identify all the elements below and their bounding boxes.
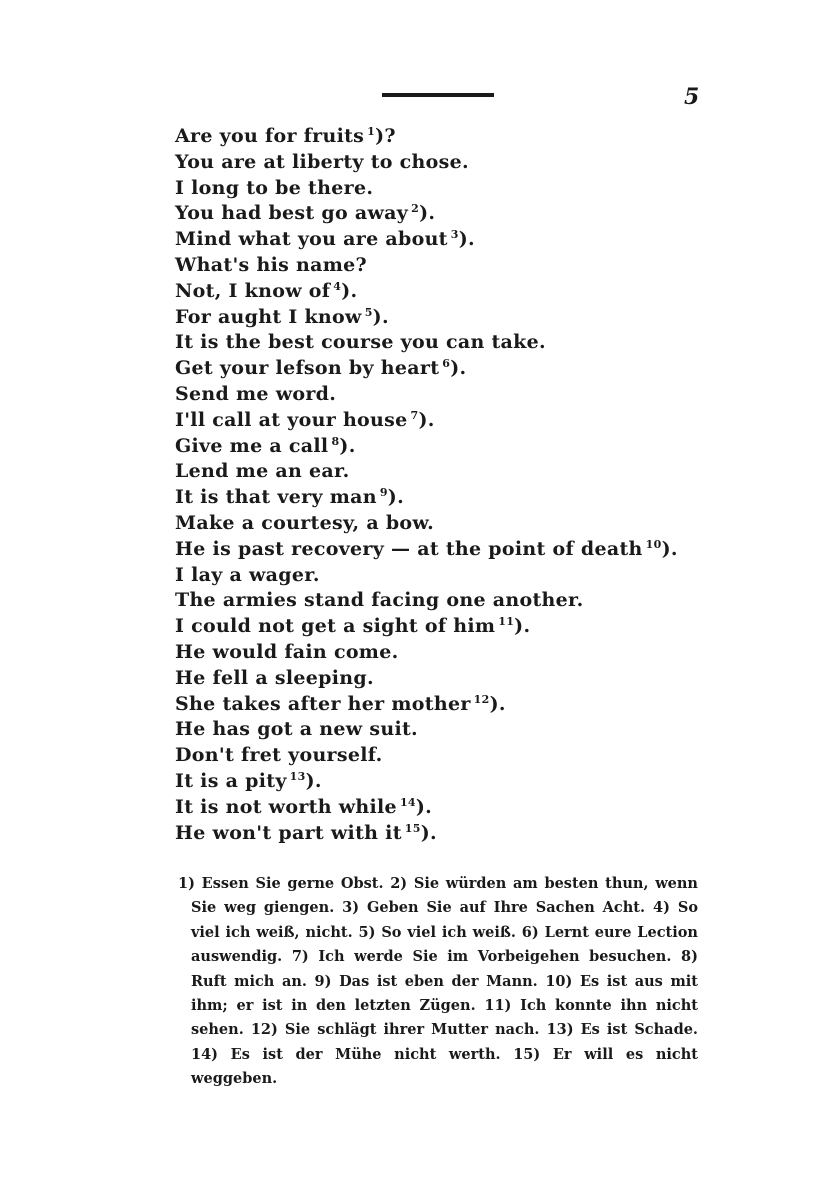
footnote-ref: 6	[442, 357, 451, 371]
phrase-line	[175, 305, 735, 331]
footnote: 15) Er will es nicht weggeben.	[191, 1045, 698, 1088]
footnote: 14) Es ist der Mühe nicht werth.	[191, 1045, 501, 1063]
phrase-text: Make a courtesy, a bow.	[175, 511, 435, 534]
footnote-ref: 11	[498, 615, 515, 629]
phrase-text: It is that very man	[175, 486, 377, 509]
phrase-line	[175, 743, 735, 769]
footnote: 6) Lernt eure Lection auswendig.	[191, 923, 698, 966]
phrase-text: Send me word.	[175, 382, 337, 405]
phrase-text: He fell a sleeping.	[175, 666, 374, 689]
phrase-line	[175, 485, 735, 511]
header-rule	[382, 93, 494, 97]
phrase-tail: ).	[514, 615, 531, 638]
footnote: 7) Ich werde Sie im Vorbeigehen besuchen.	[291, 948, 672, 966]
phrase-text: I long to be there.	[175, 176, 374, 199]
phrase-line	[175, 227, 735, 253]
phrase-line	[175, 795, 735, 821]
footnote-ref: 9	[379, 486, 388, 500]
footnote: 3) Geben Sie auf Ihre Sachen Acht.	[342, 899, 646, 917]
footnote: 12) Sie schlägt ihrer Mutter nach.	[250, 1021, 540, 1039]
phrase-tail: ).	[418, 408, 435, 431]
phrase-line	[175, 408, 735, 434]
phrase-text: I could not get a sight of him	[175, 615, 496, 638]
phrase-tail: ).	[339, 434, 356, 457]
phrase-line	[175, 253, 735, 279]
footnote: 10) Es ist aus mit ihm; er ist in den letzten Zügen.	[191, 972, 698, 1015]
footnote: 9) Das ist eben der Mann.	[314, 972, 538, 990]
phrase-text: It is the best course you can take.	[175, 331, 546, 354]
phrase-text: Give me a call	[175, 434, 329, 457]
phrase-text: You had best go away	[175, 202, 409, 225]
phrase-line	[175, 382, 735, 408]
phrase-line	[175, 666, 735, 692]
phrase-line	[175, 588, 735, 614]
phrase-line	[175, 176, 735, 202]
phrase-text: Lend me an ear.	[175, 460, 350, 483]
phrase-tail: ).	[489, 692, 506, 715]
phrase-line	[175, 692, 735, 718]
footnote-ref: 4	[333, 279, 342, 293]
phrase-text: He has got a new suit.	[175, 718, 418, 741]
footnote: 13) Es ist Schade.	[546, 1021, 698, 1039]
phrase-line	[175, 201, 735, 227]
phrase-text: You are at liberty to chose.	[175, 150, 469, 173]
phrase-tail: ).	[387, 486, 405, 509]
phrase-line	[175, 279, 735, 305]
footnote-ref: 8	[331, 434, 340, 448]
phrase-text: For aught I know	[175, 305, 362, 328]
phrase-line	[175, 537, 735, 563]
phrase-tail: ).	[450, 357, 467, 380]
phrase-line	[175, 150, 735, 176]
footnote: 8) Ruft mich an.	[191, 948, 698, 990]
footnote-ref: 2	[411, 202, 420, 216]
phrase-line	[175, 459, 735, 485]
phrase-line	[175, 511, 735, 537]
footnote-ref: 5	[364, 305, 373, 319]
phrase-text: It is not worth while	[175, 795, 397, 818]
footnote: 5) So viel ich weiß.	[358, 923, 516, 941]
footnote: 2) Sie würden am besten thun, wenn Sie weg giengen.	[191, 875, 698, 917]
phrase-tail: ).	[341, 279, 358, 302]
phrase-line	[175, 769, 735, 795]
phrase-line	[175, 717, 735, 743]
phrase-text: Not, I know of	[175, 279, 331, 302]
phrase-line	[175, 356, 735, 382]
phrase-text: Get your lefson by heart	[175, 357, 440, 380]
phrase-line	[175, 563, 735, 589]
footnote-ref: 12	[473, 692, 490, 706]
phrase-text: He is past recovery — at the point of death	[175, 537, 643, 560]
phrase-tail: ).	[458, 228, 475, 251]
phrase-text: He would fain come.	[175, 640, 399, 663]
phrase-line	[175, 330, 735, 356]
phrase-line	[175, 614, 735, 640]
phrase-text: I lay a wager.	[175, 563, 320, 586]
phrase-text: Are you for fruits	[175, 125, 365, 147]
phrase-text: It is a pity	[175, 769, 287, 792]
footnote-ref: 3	[450, 228, 459, 242]
phrase-tail: ).	[661, 537, 678, 560]
footnote: 4) So viel ich weiß, nicht.	[191, 899, 698, 941]
phrase-line	[175, 640, 735, 666]
phrase-line	[175, 434, 735, 460]
phrase-line	[175, 821, 735, 847]
footnote: 11) Ich konnte ihn nicht sehen.	[191, 997, 698, 1039]
phrase-tail: ).	[415, 795, 433, 818]
phrase-text: He won't part with it	[175, 821, 402, 844]
phrase-text: She takes after her mother	[175, 692, 471, 715]
footnote-ref: 14	[399, 795, 416, 809]
footnote-ref: 15	[404, 821, 421, 835]
phrase-list	[175, 124, 735, 846]
footnote-ref: 1	[367, 125, 376, 138]
footnote-ref: 7	[410, 408, 419, 422]
phrase-tail: ).	[305, 769, 322, 792]
phrase-text: The armies stand facing one another.	[175, 589, 584, 612]
phrase-line	[175, 124, 735, 150]
phrase-text: I'll call at your house	[175, 408, 408, 431]
phrase-text: Mind what you are about	[175, 228, 448, 251]
footnote-ref: 10	[645, 537, 662, 551]
phrase-tail: ).	[419, 202, 436, 225]
footnote-ref: 13	[289, 769, 306, 783]
phrase-tail: ).	[420, 821, 437, 844]
phrase-text: Don't fret yourself.	[175, 744, 383, 767]
footnote: 1) Essen Sie gerne Obst.	[178, 875, 384, 892]
phrase-text: What's his name?	[175, 253, 367, 276]
phrase-tail: ).	[372, 305, 389, 328]
page-number: 5	[684, 84, 700, 110]
footnotes	[178, 872, 698, 1092]
phrase-tail: )?	[375, 125, 396, 147]
